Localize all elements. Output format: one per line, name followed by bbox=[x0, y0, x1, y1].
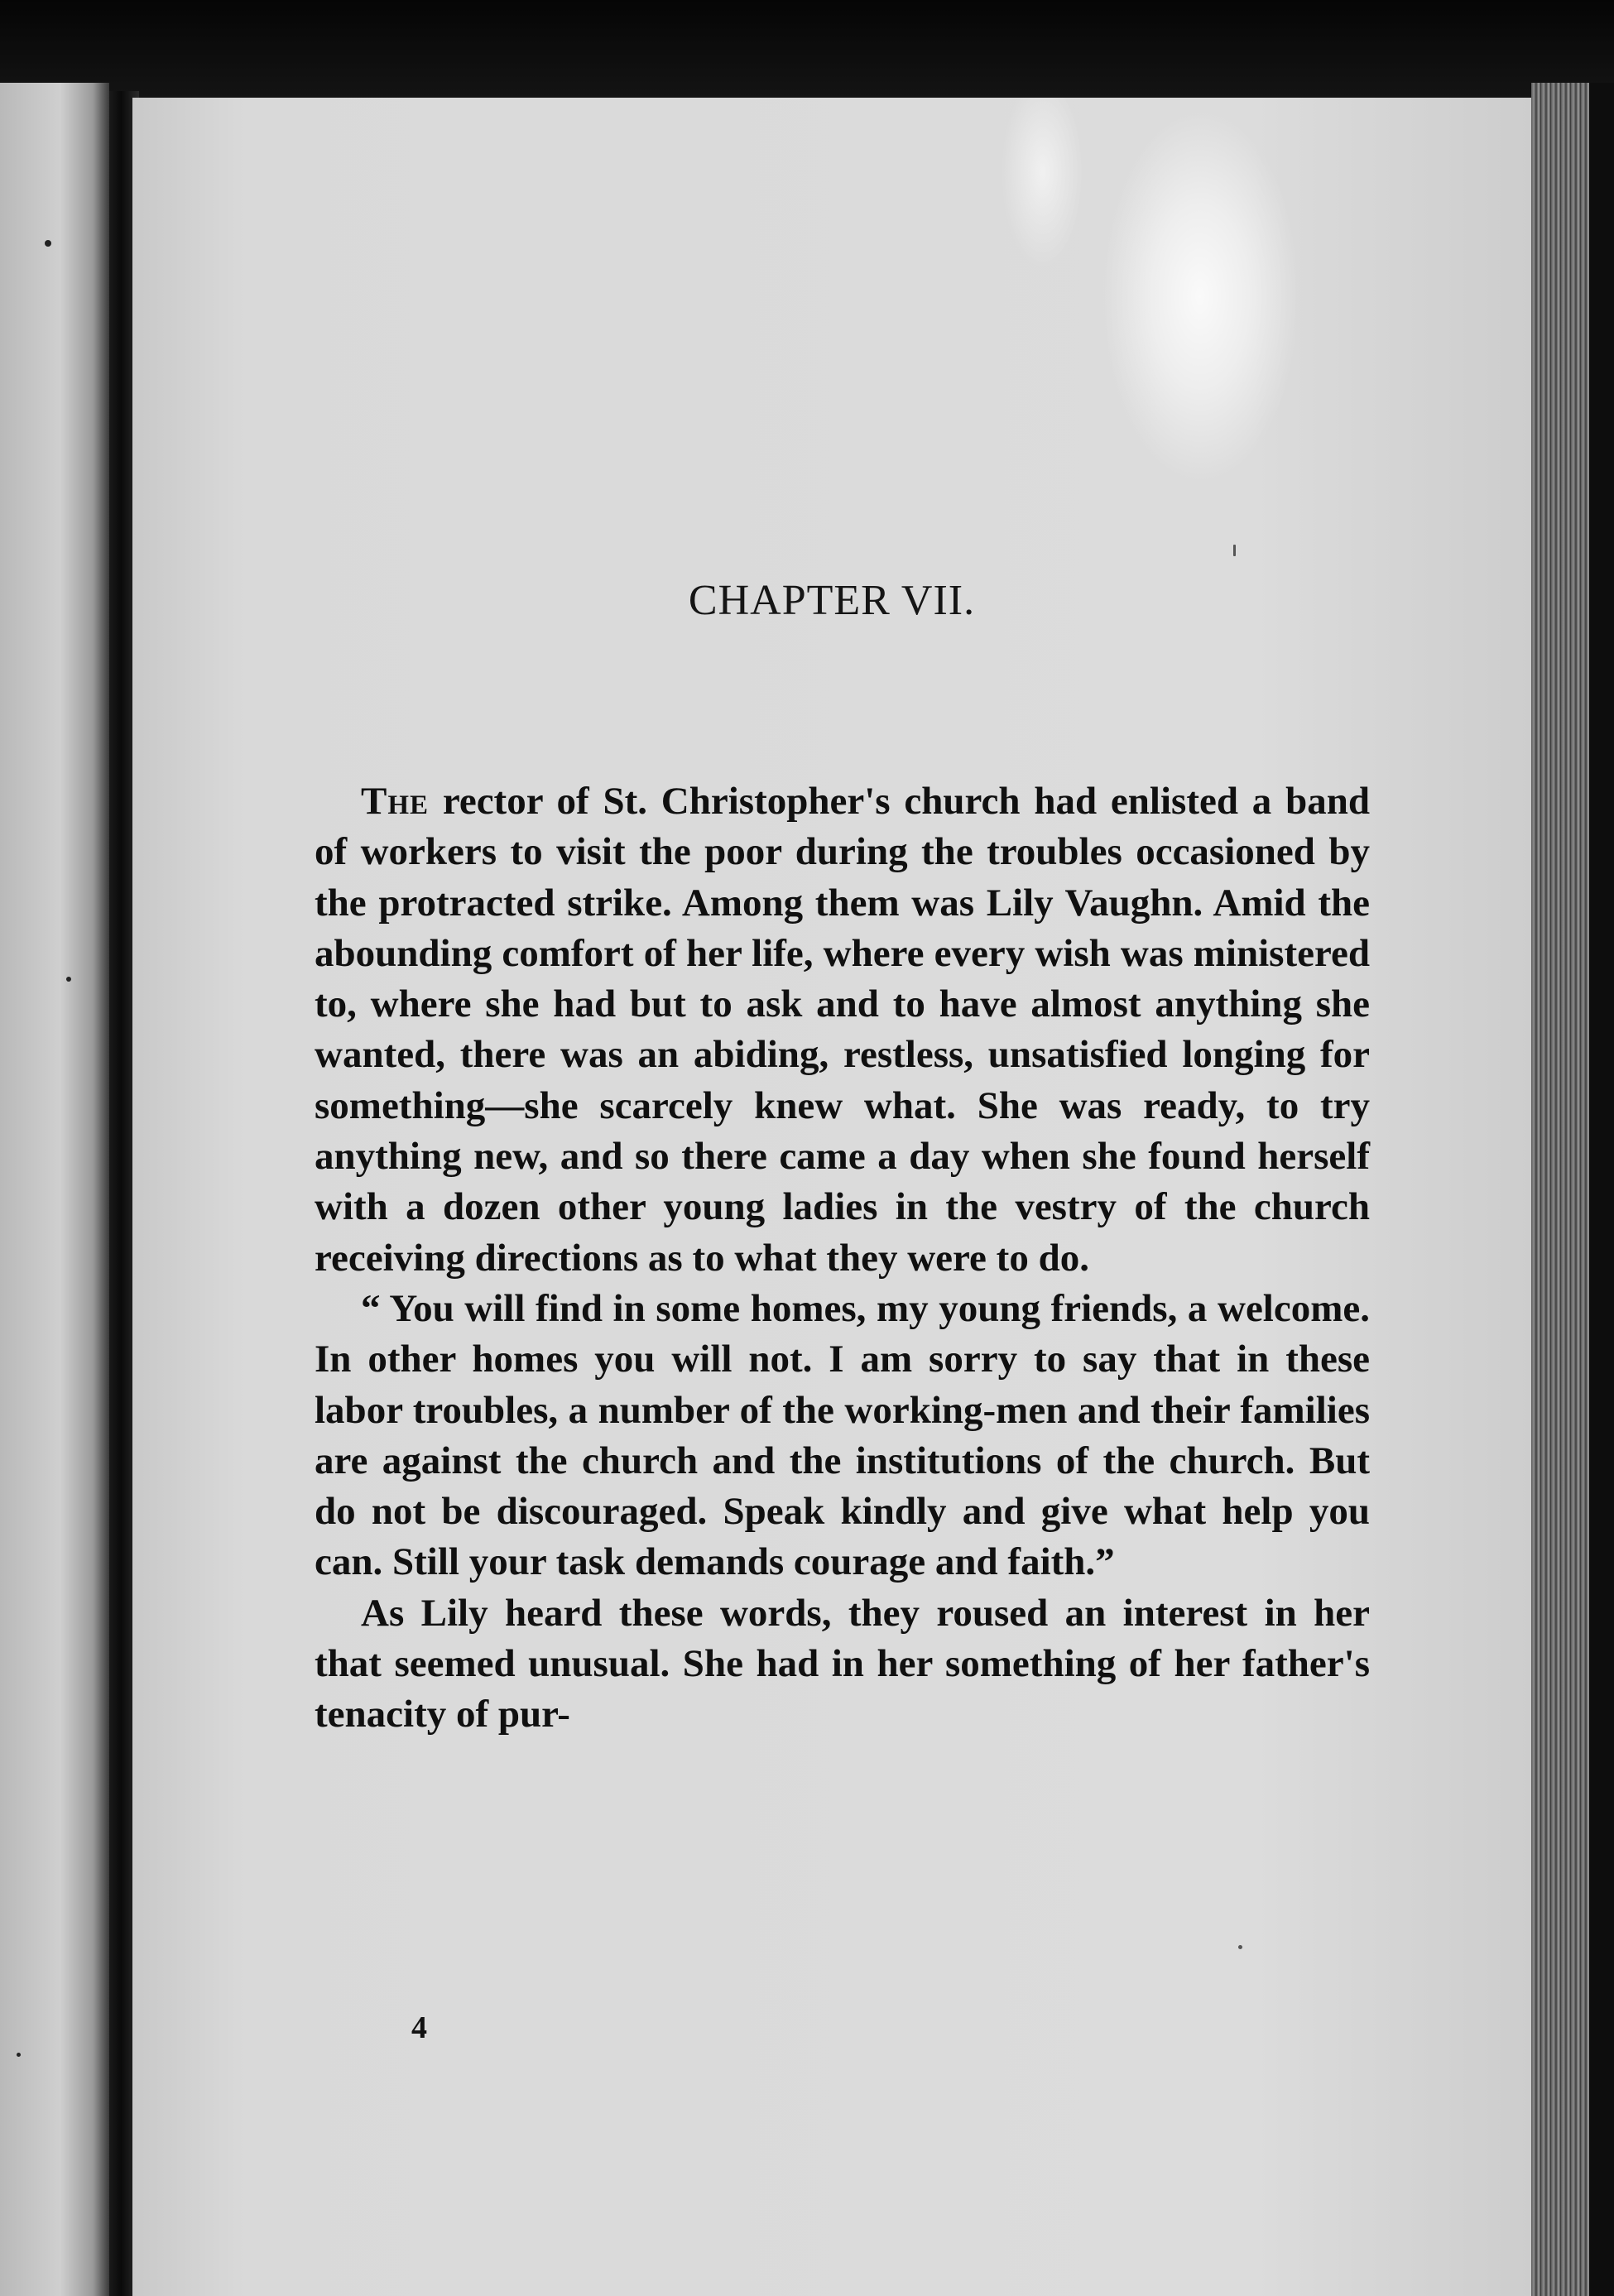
right-page-edges bbox=[1531, 83, 1614, 2296]
paragraph: “ You will find in some homes, my young friends, a welcome. In other homes you will not. I am sorry to say that in these labor troubles, a number of the working-men and their families are against the church and the institutions of the church. But do not be discouraged. Speak kindly and give what help you can. Still your task demands courage and faith.” bbox=[315, 1286, 1370, 1584]
ink-speck bbox=[17, 2053, 21, 2057]
paragraph-text: rector of St. Christopher's church had enlisted a band of workers to visit the poor during the troubles occasioned by the protracted strike. Among them was Lily Vaughn. Amid the abounding comfort of her life, where every wish was ministered to, where she had but to ask and to have almost anything she wanted, there was an abiding, restless, unsatisfied longing for something—she scarcely knew what. She was ready, to try anything new, and so there came a day when she found herself with a dozen other young ladies in the vestry of the church receiving directions as to what they were to do. bbox=[315, 780, 1370, 1280]
chapter-body bbox=[315, 776, 1370, 1741]
page-number: 4 bbox=[411, 2010, 427, 2045]
paragraph bbox=[315, 776, 1370, 1284]
scan-top-border bbox=[0, 0, 1614, 99]
left-page-edge bbox=[0, 83, 109, 2296]
ink-speck bbox=[66, 977, 71, 982]
ink-speck bbox=[1238, 1945, 1242, 1949]
paragraph: As Lily heard these words, they roused an interest in her that seemed unusual. She had in her something of her father's tenacity of pur- bbox=[315, 1591, 1370, 1736]
ink-speck bbox=[45, 240, 51, 247]
ink-speck bbox=[1233, 545, 1236, 556]
lead-word: The bbox=[361, 780, 430, 823]
book-page bbox=[132, 98, 1531, 2296]
chapter-title: CHAPTER VII. bbox=[688, 577, 976, 624]
